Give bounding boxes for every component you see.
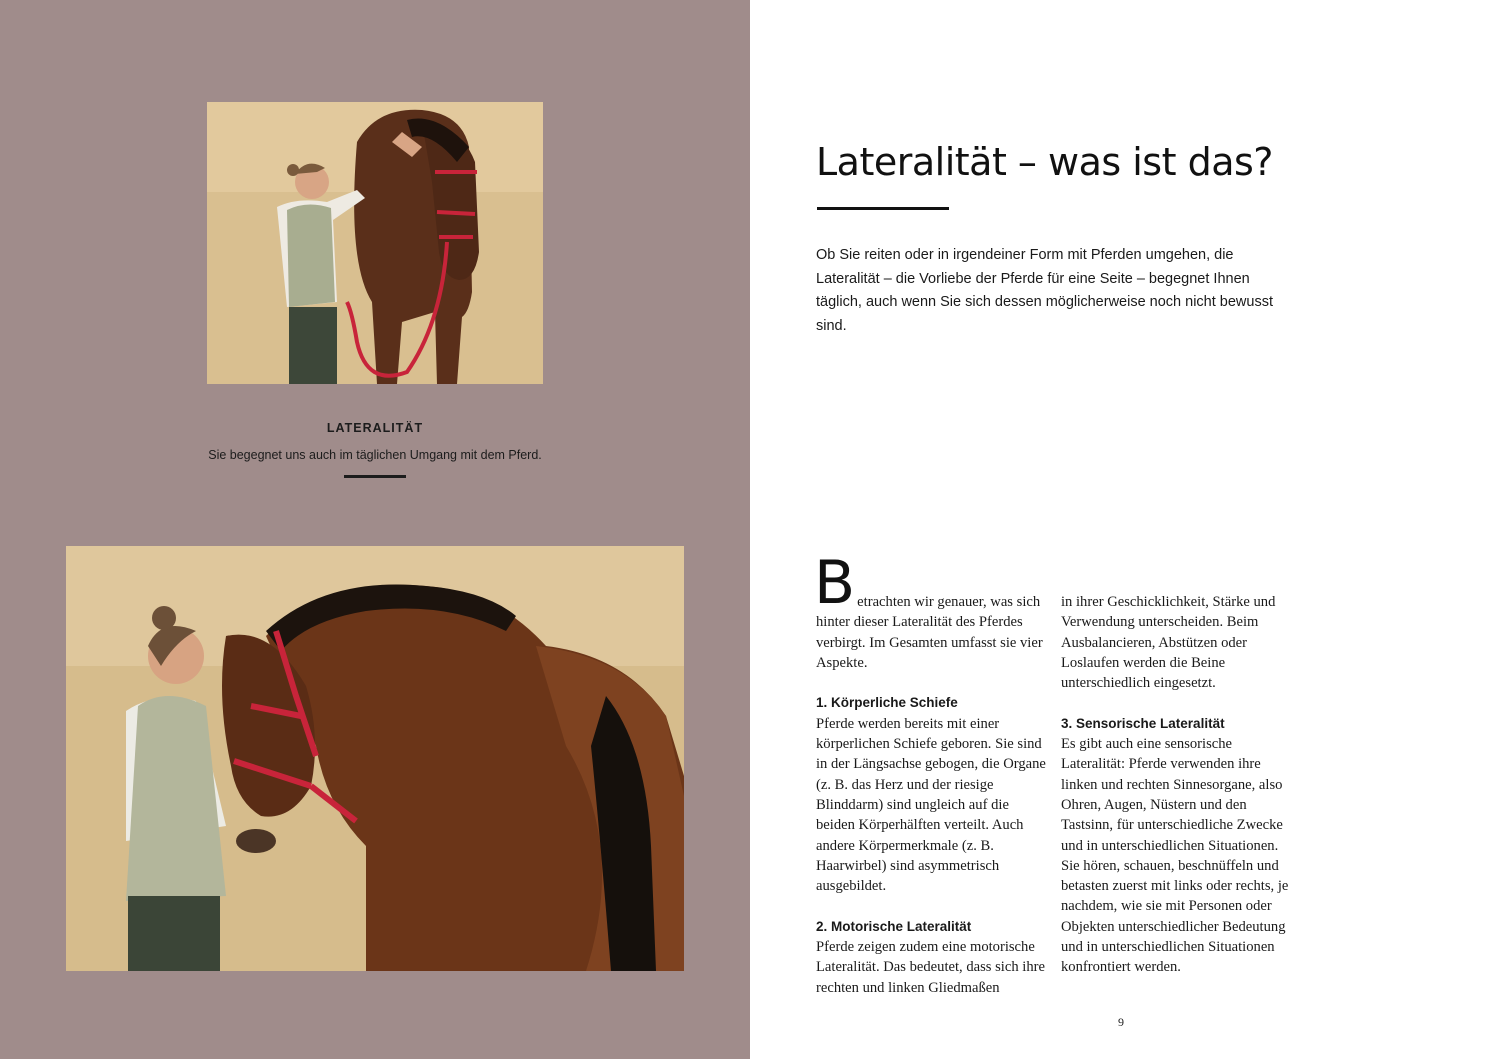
section-title-koerperliche-schiefe: 1. Körperliche Schiefe xyxy=(816,695,958,711)
photo-woman-petting-horse xyxy=(207,102,543,384)
caption-text: Sie begegnet uns auch im täglichen Umgang mit dem Pferd. xyxy=(208,448,542,462)
caption-title: LATERALITÄT xyxy=(326,421,424,435)
section-title-sensorische-lateralitaet: 3. Sensorische Lateralität xyxy=(1061,715,1225,731)
page-heading: Lateralität – was ist das? xyxy=(816,140,1273,184)
intro-paragraph: Ob Sie reiten oder in irgendeiner Form mit Pferden umgehen, die Lateralität – die Vorliebe der Pferde für eine Seite – begegnet Ihnen täglich, auch wenn Sie sich dessen möglicherweise noch nicht bewusst sind. xyxy=(816,247,1273,334)
drop-cap: B xyxy=(814,548,856,618)
section-text-sensorische-lateralitaet: Es gibt auch eine sensorische Lateralität: Pferde verwenden ihre linken und rechten Sinnesorgane, also Ohren, Augen, Nüstern und den Tastsinn, für unterschiedliche Zwecke und in unterschiedlichen Situationen. Sie hören, schauen, beschnüffeln und betasten zuerst mit links oder rechts, je nachdem, wie sie mit Personen oder Objekten unterschiedlicher Bedeutung und in unterschiedlichen Situationen konfrontiert werden. xyxy=(1061,736,1289,976)
section-title-motorische-lateralitaet: 2. Motorische Lateralität xyxy=(816,918,972,934)
section-text-motorische-lateralitaet-cont: in ihrer Geschicklichkeit, Stärke und Verwendung unterscheiden. Beim Ausbalancieren, Abstützen oder Loslaufen werden die Beine unterschiedlich eingesetzt. xyxy=(1061,594,1276,692)
section-text-koerperliche-schiefe: Pferde werden bereits mit einer körperlichen Schiefe geboren. Sie sind in der Längsachse gebogen, die Organe (z. B. das Herz und der riesige Blinddarm) sind ungleich auf die beiden Körperhälften verteilt. Auch andere Körpermerkmale (z. B. Haarwirbel) sind asymmetrisch ausgebildet. xyxy=(816,715,1046,895)
caption-rule xyxy=(344,475,406,478)
photo-woman-horse-rear-view xyxy=(66,546,684,971)
lead-paragraph: etrachten wir genauer, was sich hinter dieser Lateralität des Pferdes verbirgt. Im Gesamten umfasst sie vier Aspekte. xyxy=(816,594,1043,671)
section-text-motorische-lateralitaet: Pferde zeigen zudem eine motorische Lateralität. Das bedeutet, dass sich ihre rechten und linken Gliedmaßen xyxy=(816,939,1045,996)
body-column-2 xyxy=(1061,592,1295,978)
body-column-1 xyxy=(814,548,1050,998)
page-number: 9 xyxy=(1118,1015,1124,1029)
heading-rule xyxy=(817,207,949,210)
